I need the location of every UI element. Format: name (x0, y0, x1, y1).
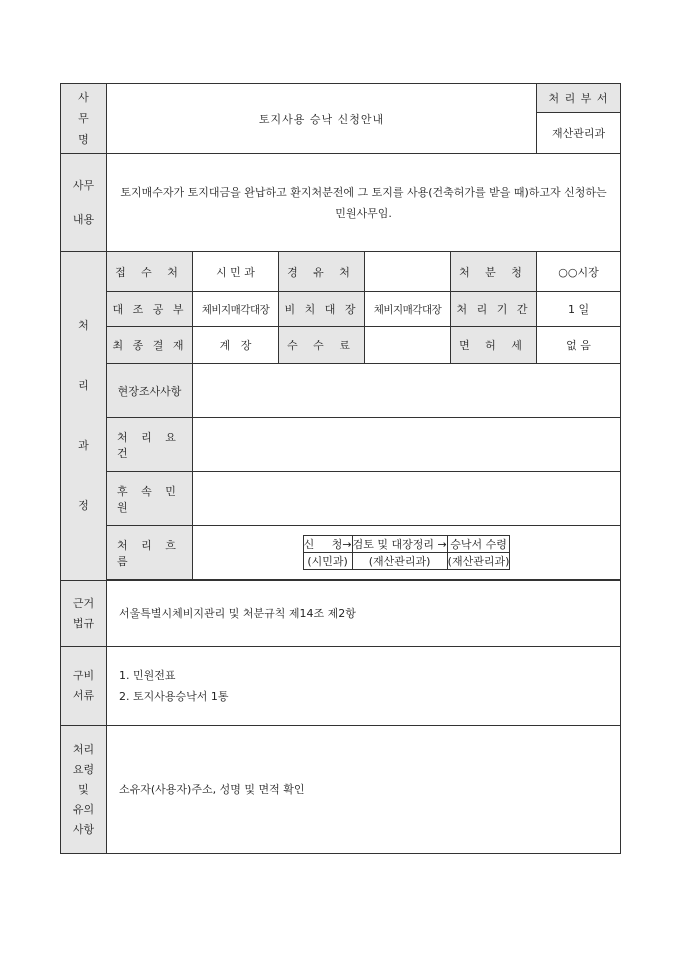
legal-basis-text: 서울특별시체비지관리 및 처분규칙 제14조 제2항 (107, 581, 621, 647)
flow-dept-review: (재산관리과) (352, 553, 447, 570)
reference-record-value: 체비지매각대장 (193, 292, 279, 327)
via-label: 경 유 처 (279, 252, 365, 292)
guide-form-table (60, 83, 621, 854)
flow-row (61, 526, 621, 580)
notes-text: 소유자(사용자)주소, 성명 및 면적 확인 (107, 726, 621, 854)
follow-up-row (61, 472, 621, 526)
reference-record-label: 대 조 공 부 (107, 292, 193, 327)
label-char: 과 (78, 439, 89, 452)
label-char: 정 (78, 499, 89, 512)
label-line: 및 (78, 782, 89, 796)
flow-step-receive: 승낙서 수령 (447, 536, 510, 553)
disposition-label: 처 분 청 (451, 252, 537, 292)
label-line: 처리 (72, 742, 95, 756)
flow-dept-receive: (재산관리과) (447, 553, 510, 570)
flow-step-review: 검토 및 대장정리 → (352, 536, 447, 553)
final-approval-value: 계 장 (193, 327, 279, 364)
flow-label: 처 리 흐 름 (107, 526, 193, 580)
description-text: 토지매수자가 토지대금을 완납하고 환지처분전에 그 토지를 사용(건축허가를 받을 때)하고자 신청하는 민원사무임. (107, 154, 621, 252)
label-char: 처 (78, 319, 89, 332)
dept-value: 재산관리과 (537, 113, 621, 154)
kept-ledger-label: 비 치 대 장 (279, 292, 365, 327)
flow-diagram (193, 526, 621, 580)
documents-row (61, 647, 621, 726)
label-char: 사 (78, 91, 89, 104)
process-grid-row (61, 292, 621, 327)
final-approval-label: 최 종 결 재 (107, 327, 193, 364)
task-name-label (61, 84, 107, 154)
license-tax-value: 없 음 (537, 327, 621, 364)
label-char: 명 (78, 133, 89, 146)
flow-step-apply: 신 청→ (303, 536, 352, 553)
label-line: 구비 (72, 669, 95, 682)
notes-row (61, 726, 621, 854)
documents-label (61, 647, 107, 726)
dept-label: 처 리 부 서 (537, 84, 621, 113)
label-char: 리 (78, 379, 89, 392)
document-item: 2. 토지사용승낙서 1통 (119, 690, 229, 703)
license-tax-label: 면 허 세 (451, 327, 537, 364)
follow-up-value (193, 472, 621, 526)
requirements-value (193, 418, 621, 472)
processing-period-label: 처 리 기 간 (451, 292, 537, 327)
label-line: 사무 (72, 178, 95, 192)
reception-value: 시 민 과 (193, 252, 279, 292)
legal-basis-label (61, 581, 107, 647)
label-char: 무 (78, 112, 89, 125)
header-row (61, 84, 621, 113)
process-label (61, 252, 107, 581)
label-line: 서류 (72, 689, 95, 702)
process-grid-row (61, 327, 621, 364)
process-grid-row (61, 252, 621, 292)
requirements-row (61, 418, 621, 472)
site-survey-label: 현장조사사항 (107, 364, 193, 418)
page-title: 토지사용 승낙 신청안내 (107, 84, 537, 154)
label-line: 내용 (72, 212, 95, 226)
label-line: 요령 (72, 762, 95, 776)
description-row (61, 154, 621, 252)
document-item: 1. 민원전표 (119, 669, 176, 682)
processing-period-value: 1 일 (537, 292, 621, 327)
reception-label: 접 수 처 (107, 252, 193, 292)
fee-value (365, 327, 451, 364)
documents-list (107, 647, 621, 726)
label-line: 법규 (72, 616, 95, 630)
label-line: 사항 (72, 822, 95, 836)
disposition-value: ○○시장 (537, 252, 621, 292)
legal-basis-row (61, 581, 621, 647)
via-value (365, 252, 451, 292)
site-survey-row (61, 364, 621, 418)
flow-dept-apply: (시민과) (303, 553, 352, 570)
follow-up-label: 후 속 민 원 (107, 472, 193, 526)
requirements-label: 처 리 요 건 (107, 418, 193, 472)
label-line: 근거 (72, 596, 95, 610)
site-survey-value (193, 364, 621, 418)
fee-label: 수 수 료 (279, 327, 365, 364)
label-line: 유의 (72, 802, 95, 816)
notes-label (61, 726, 107, 854)
description-label (61, 154, 107, 252)
kept-ledger-value: 체비지매각대장 (365, 292, 451, 327)
